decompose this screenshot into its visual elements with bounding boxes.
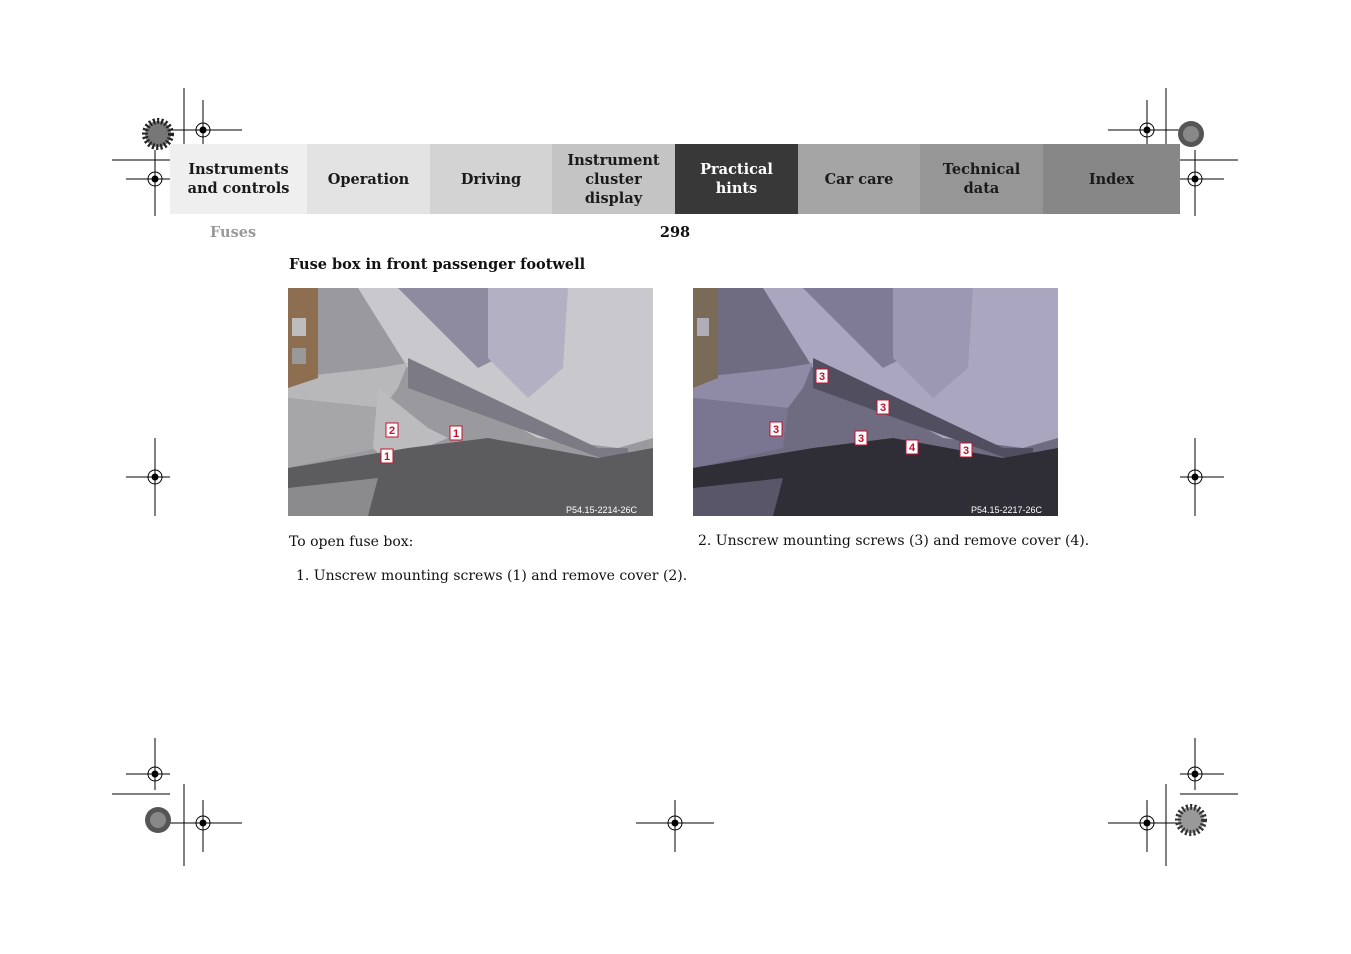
page-number: 298: [659, 224, 691, 241]
callout-4-label: 4: [908, 442, 916, 454]
tab-label: Instrument cluster display: [567, 151, 660, 207]
callout-1b-label: 1: [383, 451, 391, 463]
callout-3c-label: 3: [772, 424, 780, 436]
tab-instruments-and-controls[interactable]: [170, 144, 307, 214]
intro-text: To open fuse box:: [289, 534, 414, 550]
tab-label: Index: [1088, 170, 1135, 188]
callout-3a: [816, 369, 828, 383]
tab-instrument-cluster-display[interactable]: [552, 144, 675, 214]
callout-3c: [770, 422, 782, 436]
fuse-box-figure-2: [693, 288, 1058, 516]
callout-4: [906, 440, 918, 454]
tab-label: Technical data: [942, 161, 1021, 197]
callout-3d: [855, 431, 867, 445]
chapter-tabs: [170, 144, 1180, 214]
page-heading: Fuse box in front passenger footwell: [289, 256, 586, 273]
callout-2: [386, 423, 398, 437]
callout-3d-label: 3: [857, 433, 865, 445]
tab-driving[interactable]: [430, 144, 552, 214]
tab-practical-hints[interactable]: [675, 144, 798, 214]
callout-1a-label: 1: [452, 428, 460, 440]
callout-3e-label: 3: [962, 445, 970, 457]
callout-3e: [960, 443, 972, 457]
section-title: Fuses: [210, 224, 257, 241]
figure-1-code: P54.15-2214-26C: [566, 505, 638, 515]
callout-3b-label: 3: [879, 402, 887, 414]
step-2: 2. Unscrew mounting screws (3) and remove cover (4).: [698, 533, 1090, 549]
tab-index[interactable]: [1043, 144, 1180, 214]
callout-1b: [381, 449, 393, 463]
callout-2-label: 2: [388, 425, 396, 437]
tab-label: Practical hints: [700, 161, 773, 197]
tab-label: Instruments and controls: [187, 161, 290, 197]
tab-technical-data[interactable]: [920, 144, 1043, 214]
tab-label: Driving: [460, 170, 522, 188]
tab-car-care[interactable]: [798, 144, 920, 214]
callout-3a-label: 3: [818, 371, 826, 383]
tab-operation[interactable]: [307, 144, 430, 214]
tab-label: Operation: [327, 170, 410, 188]
tab-label: Car care: [824, 170, 894, 188]
callout-1a: [450, 426, 462, 440]
callout-3b: [877, 400, 889, 414]
step-1: 1. Unscrew mounting screws (1) and remove cover (2).: [296, 568, 688, 584]
figure-2-code: P54.15-2217-26C: [971, 505, 1043, 515]
fuse-box-figure-1: [288, 288, 653, 516]
